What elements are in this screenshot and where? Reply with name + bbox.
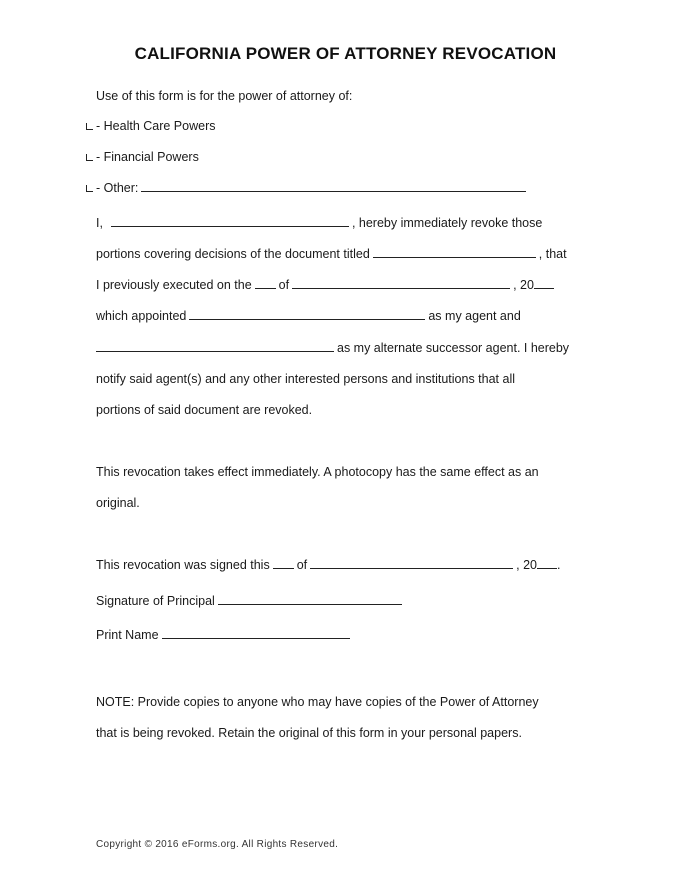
body-line-1-start: I, xyxy=(96,216,103,230)
signature-label: Signature of Principal xyxy=(96,594,215,608)
body-line-3-of: of xyxy=(278,278,290,292)
note-line-2: that is being revoked. Retain the original of this form in your personal papers. xyxy=(96,726,522,740)
signed-period: . xyxy=(557,558,561,572)
signed-year: , 20 xyxy=(516,558,537,572)
body-line-5 xyxy=(96,340,569,356)
signed-day-blank[interactable] xyxy=(273,557,294,569)
option-other-label: - Other: xyxy=(96,181,139,195)
other-blank[interactable] xyxy=(141,180,526,192)
checkbox-financial[interactable] xyxy=(86,154,93,161)
print-name-label: Print Name xyxy=(96,628,159,642)
executed-month-blank[interactable] xyxy=(292,277,510,289)
intro-text: Use of this form is for the power of attorney of: xyxy=(96,89,353,103)
effect-line-1: This revocation takes effect immediately. A photocopy has the same effect as an xyxy=(96,465,539,479)
body-line-1-end: , hereby immediately revoke those xyxy=(351,216,543,230)
body-line-3-start: I previously executed on the xyxy=(96,278,252,292)
body-line-2-start: portions covering decisions of the document titled xyxy=(96,247,370,261)
body-line-5-end: as my alternate successor agent. I hereby xyxy=(337,341,570,355)
checkbox-health-care[interactable] xyxy=(86,123,93,130)
copyright-footer: Copyright © 2016 eForms.org. All Rights Reserved. xyxy=(96,839,339,850)
body-line-2 xyxy=(96,246,567,262)
agent-name-blank[interactable] xyxy=(189,308,425,320)
option-financial-label: - Financial Powers xyxy=(96,150,199,164)
signed-line xyxy=(96,557,560,573)
option-health-care xyxy=(86,118,216,134)
signed-year-blank[interactable] xyxy=(537,557,557,569)
executed-day-blank[interactable] xyxy=(255,277,276,289)
body-line-3 xyxy=(96,277,557,293)
signed-month-blank[interactable] xyxy=(310,557,513,569)
principal-name-blank[interactable] xyxy=(111,215,349,227)
effect-line-2: original. xyxy=(96,496,140,510)
executed-year-blank[interactable] xyxy=(534,277,554,289)
option-financial xyxy=(86,149,199,165)
signature-line xyxy=(96,593,405,609)
body-line-7: portions of said document are revoked. xyxy=(96,403,313,417)
successor-agent-blank[interactable] xyxy=(96,340,334,352)
body-line-6: notify said agent(s) and any other interested persons and institutions that all xyxy=(96,372,516,386)
option-other xyxy=(86,180,529,196)
option-health-care-label: - Health Care Powers xyxy=(96,119,216,133)
body-line-4-end: as my agent and xyxy=(428,309,521,323)
print-name-line xyxy=(96,627,353,643)
signed-start: This revocation was signed this xyxy=(96,558,270,572)
document-title-blank[interactable] xyxy=(373,246,536,258)
document-title: CALIFORNIA POWER OF ATTORNEY REVOCATION xyxy=(134,44,557,63)
body-line-1 xyxy=(96,215,542,231)
signature-blank[interactable] xyxy=(218,593,402,605)
body-line-4-start: which appointed xyxy=(96,309,187,323)
body-line-4 xyxy=(96,308,521,324)
body-line-3-year: , 20 xyxy=(513,278,534,292)
checkbox-other[interactable] xyxy=(86,185,93,192)
signed-of: of xyxy=(296,558,308,572)
print-name-blank[interactable] xyxy=(162,627,350,639)
note-line-1: NOTE: Provide copies to anyone who may have copies of the Power of Attorney xyxy=(96,695,539,709)
body-line-2-end: , that xyxy=(538,247,567,261)
